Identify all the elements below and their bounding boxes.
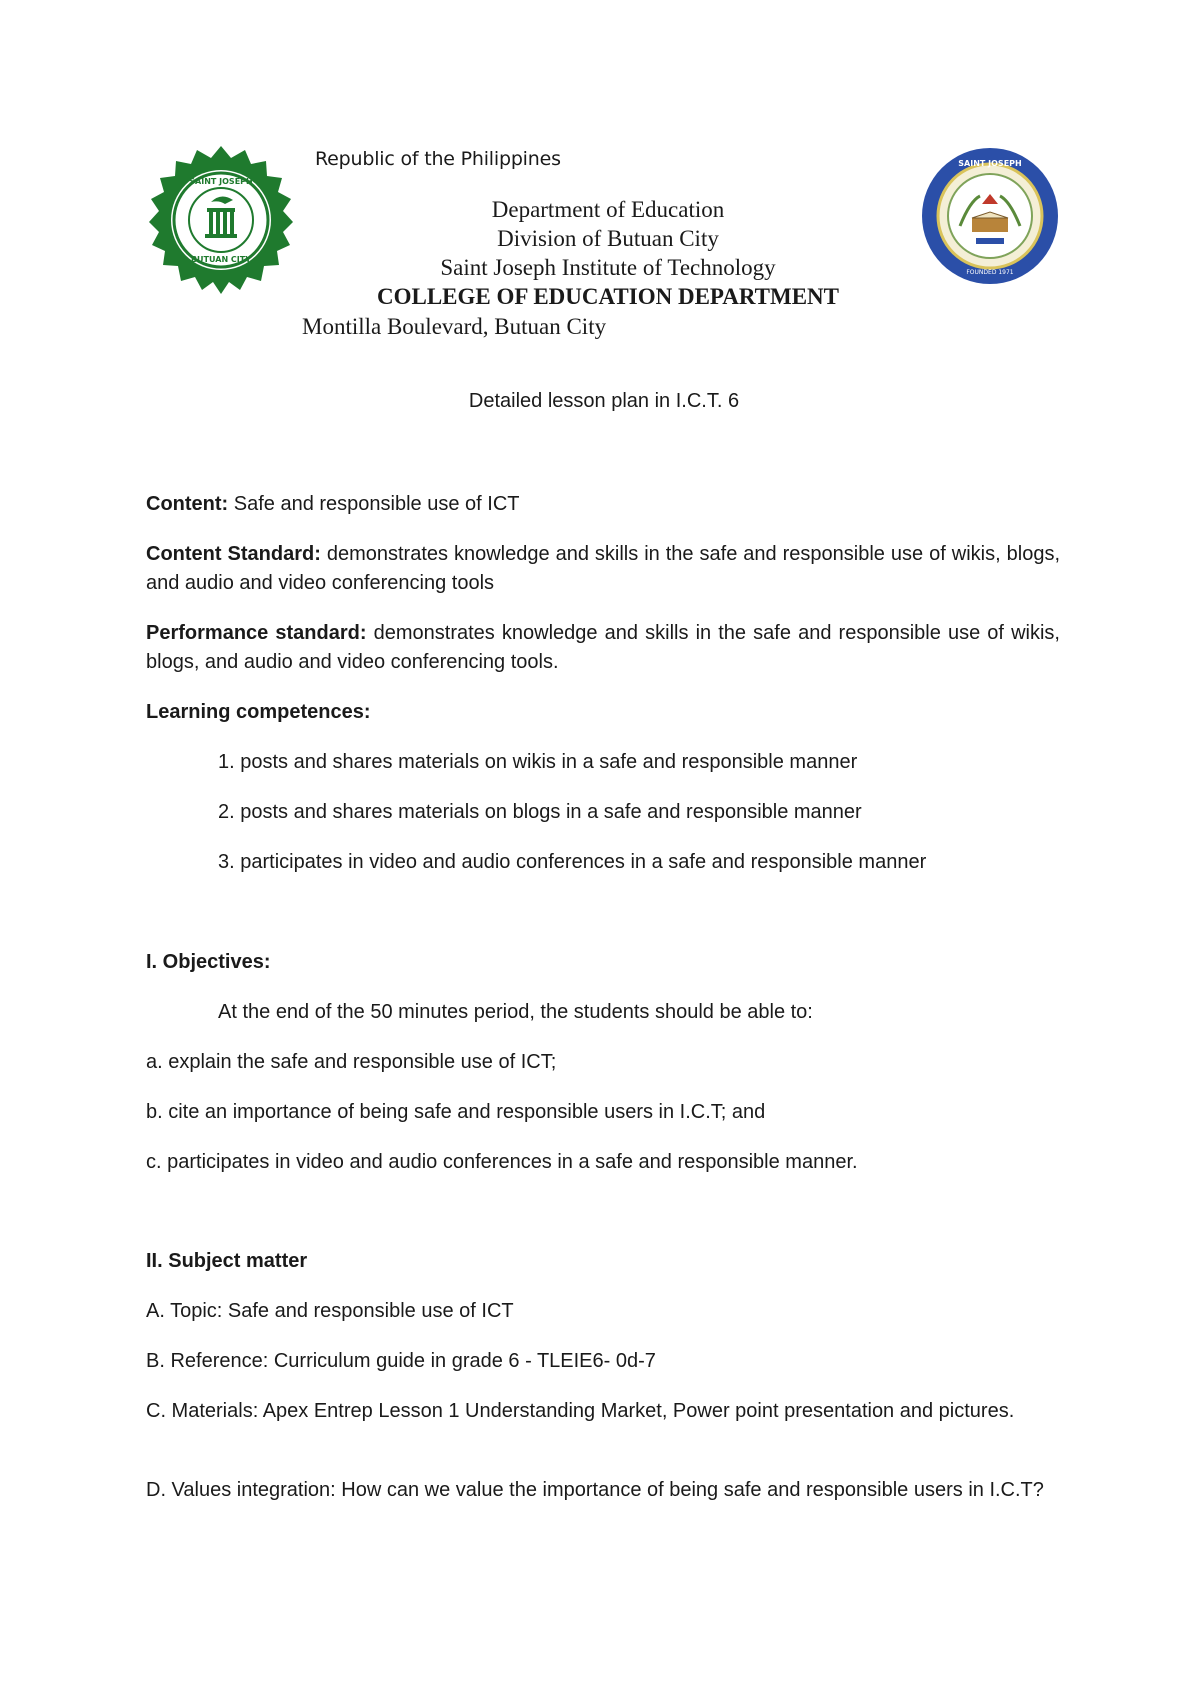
svg-text:BUTUAN CITY: BUTUAN CITY	[190, 255, 252, 264]
learning-label: Learning competences:	[146, 701, 371, 723]
svg-text:SAINT JOSEPH: SAINT JOSEPH	[189, 177, 253, 186]
division-line: Division of Butuan City	[497, 226, 719, 251]
list-item: 1. posts and shares materials on wikis in a safe and responsible manner	[218, 751, 858, 773]
performance-standard	[146, 619, 1060, 677]
content-value: Safe and responsible use of ICT	[228, 493, 520, 515]
letterhead	[0, 195, 1200, 311]
materials-line: C. Materials: Apex Entrep Lesson 1 Understanding Market, Power point presentation and pictures.	[146, 1400, 1015, 1422]
republic-line: Republic of the Philippines	[315, 148, 561, 170]
content-line	[146, 490, 1060, 519]
svg-text:SAINT JOSEPH: SAINT JOSEPH	[958, 159, 1022, 168]
list-item: 2. posts and shares materials on blogs in a safe and responsible manner	[218, 801, 862, 823]
content-standard-label: Content Standard:	[146, 543, 321, 565]
subject-matter-heading: II. Subject matter	[146, 1250, 308, 1272]
list-item: b. cite an importance of being safe and responsible users in I.C.T; and	[146, 1101, 766, 1123]
college-line: COLLEGE OF EDUCATION DEPARTMENT	[377, 284, 839, 309]
list-item: 3. participates in video and audio conferences in a safe and responsible manner	[218, 851, 927, 873]
reference-line: B. Reference: Curriculum guide in grade 6 - TLEIE6- 0d-7	[146, 1350, 656, 1372]
performance-standard-value: demonstrates knowledge and skills in the safe and responsible use of wikis, blogs, and audio and video conferencing tools.	[146, 622, 1060, 673]
department-line: Department of Education	[491, 197, 725, 222]
list-item: c. participates in video and audio conferences in a safe and responsible manner.	[146, 1151, 858, 1173]
topic-line: A. Topic: Safe and responsible use of ICT	[146, 1300, 514, 1322]
content-standard-value: demonstrates knowledge and skills in the safe and responsible use of wikis, blogs, and audio and video conferencing tools	[146, 543, 1060, 594]
list-item: a. explain the safe and responsible use of ICT;	[146, 1051, 557, 1073]
svg-text:FOUNDED 1971: FOUNDED 1971	[966, 269, 1014, 276]
content-label: Content:	[146, 493, 229, 515]
objectives-intro: At the end of the 50 minutes period, the students should be able to:	[218, 1001, 813, 1023]
address-line: Montilla Boulevard, Butuan City	[302, 314, 607, 339]
institute-line: Saint Joseph Institute of Technology	[440, 255, 776, 280]
document-title: Detailed lesson plan in I.C.T. 6	[468, 390, 740, 412]
performance-standard-label: Performance standard:	[146, 622, 367, 644]
values-line: D. Values integration: How can we value the importance of being safe and responsible users in I.C.T?	[146, 1479, 1044, 1501]
content-standard	[146, 540, 1060, 598]
objectives-heading: I. Objectives:	[146, 951, 271, 973]
